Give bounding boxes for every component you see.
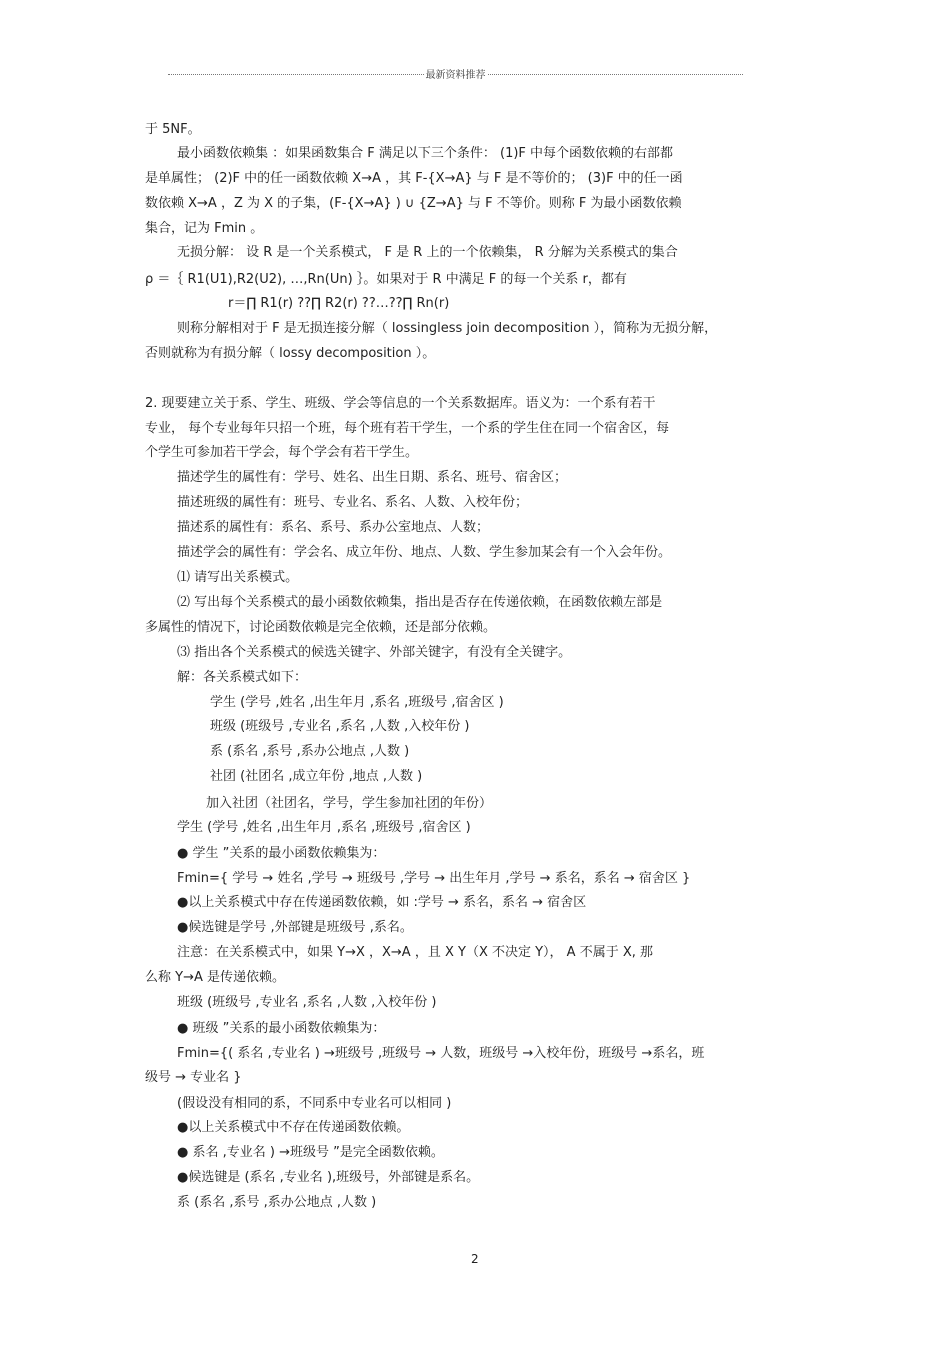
text-line: Fmin={ 学号 → 姓名 ,学号 → 班级号 ,学号 → 出生年月 ,学号 → 系名，系名 → 宿舍区 } <box>177 871 691 886</box>
text-line: 数依赖 X→A ，Z 为 X 的子集，(F-{X→A} ) ∪ {Z→A} 与 F 不等价。则称 F 为最小函数依赖 <box>145 196 682 211</box>
text-line: ●候选键是学号 ,外部键是班级号 ,系名。 <box>177 920 413 935</box>
text-line: 解：各关系模式如下： <box>177 670 308 685</box>
page-number: 2 <box>471 1252 479 1266</box>
text-line: 则称分解相对于 F 是无损连接分解（ lossingless join decomposition ），简称为无损分解， <box>177 321 718 336</box>
text-line: 个学生可参加若干学会，每个学会有若干学生。 <box>145 445 419 460</box>
text-line: 班级 (班级号 ,专业名 ,系名 ,人数 ,入校年份 ) <box>210 719 470 734</box>
text-line: Fmin={( 系名 ,专业名 ) →班级号 ,班级号 → 人数，班级号 →入校年份，班级号 →系名，班 <box>177 1046 705 1061</box>
text-line: ρ ＝｛ R1(U1),R2(U2), …,Rn(Un) ｝。如果对于 R 中满足 F 的每一个关系 r，都有 <box>145 272 627 287</box>
text-line: 级号 → 专业名 } <box>145 1070 242 1085</box>
text-line: 描述班级的属性有：班号、专业名、系名、人数、入校年份； <box>177 495 529 510</box>
text-line: 么称 Y→A 是传递依赖。 <box>145 970 285 985</box>
text-line: 描述学生的属性有：学号、姓名、出生日期、系名、班号、宿舍区； <box>177 470 568 485</box>
text-line: 专业， 每个专业每年只招一个班，每个班有若干学生，一个系的学生住在同一个宿舍区，每 <box>145 421 670 436</box>
text-line: 加入社团（社团名，学号，学生参加社团的年份） <box>206 796 493 811</box>
text-line: ● 系名 ,专业名 ) →班级号 ”是完全函数依赖。 <box>177 1145 444 1160</box>
text-line: r＝∏ R1(r) ??∏ R2(r) ??…??∏ Rn(r) <box>228 296 450 311</box>
text-line: 无损分解： 设 R 是一个关系模式， F 是 R 上的一个依赖集， R 分解为关系模式的集合 <box>177 245 678 260</box>
text-line: 否则就称为有损分解（ lossy decomposition ）。 <box>145 346 436 361</box>
text-line: 描述系的属性有：系名、系号、系办公室地点、人数； <box>177 520 490 535</box>
text-line: 班级 (班级号 ,专业名 ,系名 ,人数 ,入校年份 ) <box>177 995 437 1010</box>
text-line: ⑶ 指出各个关系模式的候选关键字、外部关键字，有没有全关键字。 <box>177 645 572 660</box>
text-line: 系 (系名 ,系号 ,系办公地点 ,人数 ) <box>177 1195 377 1210</box>
text-line: 2. 现要建立关于系、学生、班级、学会等信息的一个关系数据库。语义为：一个系有若干 <box>145 396 656 411</box>
text-line: 集合，记为 Fmin 。 <box>145 221 264 236</box>
text-line: ● 学生 ”关系的最小函数依赖集为： <box>177 846 386 861</box>
text-line: (假设没有相同的系，不同系中专业名可以相同 ) <box>177 1096 452 1111</box>
text-line: 最小函数依赖集 ：如果函数集合 F 满足以下三个条件： (1)F 中每个函数依赖的右部都 <box>177 146 674 161</box>
text-line: 系 (系名 ,系号 ,系办公地点 ,人数 ) <box>210 744 410 759</box>
text-line: ● 班级 ”关系的最小函数依赖集为： <box>177 1021 386 1036</box>
text-line: ●以上关系模式中不存在传递函数依赖。 <box>177 1120 410 1135</box>
text-line: ●以上关系模式中存在传递函数依赖，如 :学号 → 系名，系名 → 宿舍区 <box>177 895 587 910</box>
text-line: 学生 (学号 ,姓名 ,出生年月 ,系名 ,班级号 ,宿舍区 ) <box>177 820 471 835</box>
text-line: 社团 (社团名 ,成立年份 ,地点 ,人数 ) <box>210 769 423 784</box>
text-line: ●候选键是 (系名 ,专业名 ),班级号，外部键是系名。 <box>177 1170 480 1185</box>
text-line: 是单属性； (2)F 中的任一函数依赖 X→A ，其 F-{X→A} 与 F 是不等价的； (3)F 中的任一函 <box>145 171 683 186</box>
text-line: 注意：在关系模式中，如果 Y→X ，X→A ，且 X Y（X 不决定 Y）， A 不属于 X, 那 <box>177 945 654 960</box>
text-line: ⑵ 写出每个关系模式的最小函数依赖集，指出是否存在传递依赖，在函数依赖左部是 <box>177 595 663 610</box>
text-line: 于 5NF。 <box>145 122 201 137</box>
text-line: 描述学会的属性有：学会名、成立年份、地点、人数、学生参加某会有一个入会年份。 <box>177 545 672 560</box>
text-line: ⑴ 请写出关系模式。 <box>177 570 299 585</box>
header-title: 最新资料推荐 <box>425 70 486 81</box>
text-line: 学生 (学号 ,姓名 ,出生年月 ,系名 ,班级号 ,宿舍区 ) <box>210 695 504 710</box>
text-line: 多属性的情况下，讨论函数依赖是完全依赖，还是部分依赖。 <box>145 620 497 635</box>
